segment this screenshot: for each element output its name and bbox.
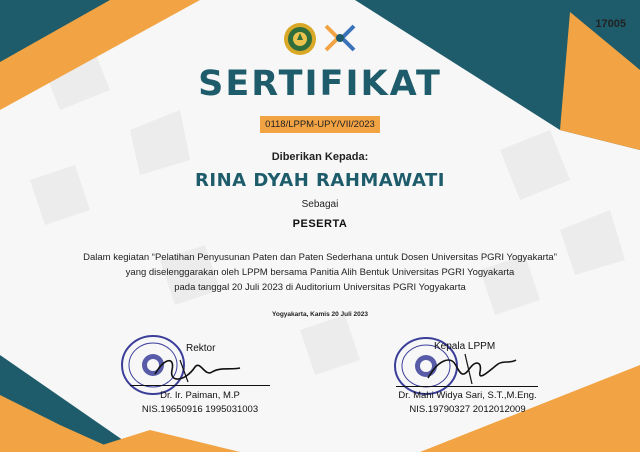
lppm-sign-line	[396, 386, 538, 387]
rector-sign-line	[130, 385, 270, 386]
description-line-3: pada tanggal 20 Juli 2023 di Auditorium Universitas PGRI Yogyakarta	[174, 282, 466, 293]
serial-number: 17005	[595, 18, 626, 30]
certificate-title: SERTIFIKAT	[198, 64, 442, 104]
pgri-emblem-icon	[322, 22, 358, 56]
description-line-1: Dalam kegiatan “Pelatihan Penyusunan Paten dan Paten Sederhana untuk Dosen Universitas PGRI Yogyakarta”	[83, 252, 557, 263]
rector-signature	[150, 352, 245, 388]
rector-title: Rektor	[186, 343, 216, 354]
date-line: Yogyakarta, Kamis 20 Juli 2023	[272, 311, 368, 318]
lppm-nis: NIS.19790327 2012012009	[409, 404, 526, 415]
certificate-number: 0118/LPPM-UPY/VII/2023	[260, 116, 380, 133]
rector-nis: NIS.19650916 1995031003	[141, 404, 259, 415]
university-logo-icon	[283, 22, 317, 56]
as-label: Sebagai	[301, 199, 339, 210]
lppm-name: Dr. Mahi Widya Sari, S.T.,M.Eng.	[398, 390, 537, 401]
certificate-number-wrap	[0, 114, 640, 133]
rector-name: Dr. Ir. Paiman, M.P	[160, 390, 240, 401]
recipient-role: PESERTA	[292, 218, 348, 230]
description-line-2: yang diselenggarakan oleh LPPM bersama Panitia Alih Bentuk Universitas PGRI Yogyakarta	[125, 267, 515, 278]
lppm-title: Kepala LPPM	[434, 341, 496, 352]
lppm-signature	[420, 350, 520, 388]
recipient-name: RINA DYAH RAHMAWATI	[195, 170, 445, 191]
given-to-label: Diberikan Kepada:	[271, 151, 369, 163]
